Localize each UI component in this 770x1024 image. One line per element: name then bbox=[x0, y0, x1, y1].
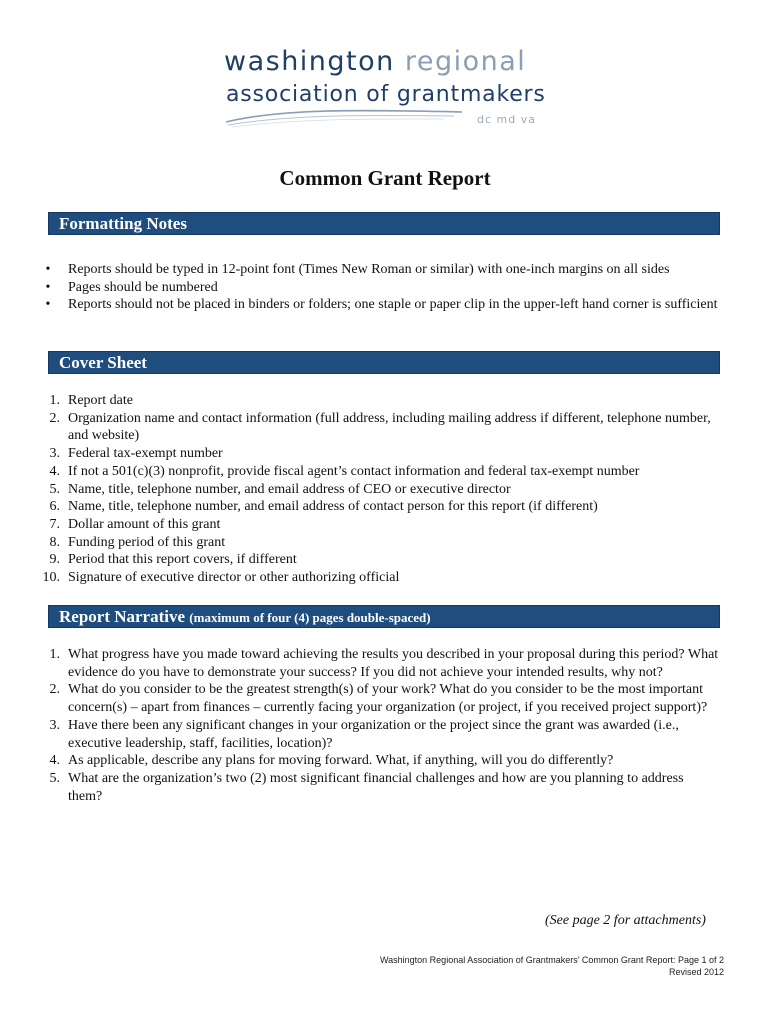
list-item: 10. Signature of executive director or other authorizing official bbox=[42, 570, 400, 586]
list-item: 6. Name, title, telephone number, and email address of contact person for this report (if different) bbox=[49, 499, 598, 515]
cover-sheet-list bbox=[40, 392, 720, 587]
list-item: 2. Organization name and contact information (full address, including mailing address if different, telephone number, and website) bbox=[49, 410, 711, 444]
list-item: 5. Name, title, telephone number, and email address of CEO or executive director bbox=[49, 481, 511, 497]
list-item: • Pages should be numbered bbox=[40, 279, 720, 297]
formatting-notes-heading: Formatting Notes bbox=[59, 214, 187, 233]
list-item: 2. What do you consider to be the greatest strength(s) of your work? What do you consider to be the most important concern(s) – apart from finances – currently facing your organization (or project, if you received project support)? bbox=[49, 682, 708, 716]
footer-line-1: Washington Regional Association of Grantmakers’ Common Grant Report: Page 1 of 2 bbox=[379, 955, 724, 965]
list-item: 3. Federal tax-exempt number bbox=[49, 446, 223, 462]
list-item: 3. Have there been any significant changes in your organization or the project since the grant was awarded (i.e., executive leadership, staff, facilities, location)? bbox=[49, 717, 679, 751]
report-narrative-banner bbox=[48, 605, 720, 628]
page-footer bbox=[380, 954, 724, 978]
page-title: Common Grant Report bbox=[279, 166, 491, 190]
formatting-notes-list bbox=[40, 261, 720, 314]
bullet-icon: • bbox=[45, 279, 51, 295]
bullet-icon: • bbox=[45, 297, 51, 313]
logo-word-washington: washington bbox=[224, 46, 395, 77]
wrag-logo bbox=[224, 46, 554, 146]
list-item: • Reports should be typed in 12-point font (Times New Roman or similar) with one-inch margins on all sides bbox=[40, 261, 720, 279]
list-item: 4. As applicable, describe any plans for moving forward. What, if anything, will you do differently? bbox=[49, 753, 614, 769]
list-item: 8. Funding period of this grant bbox=[49, 534, 226, 550]
list-item: 4. If not a 501(c)(3) nonprofit, provide fiscal agent’s contact information and federal tax-exempt number bbox=[49, 463, 640, 479]
report-narrative-list bbox=[40, 646, 720, 805]
footer-line-2: Revised 2012 bbox=[668, 967, 724, 977]
list-item: 1. Report date bbox=[49, 393, 133, 408]
logo-swoosh-icon bbox=[224, 106, 464, 128]
cover-sheet-heading: Cover Sheet bbox=[59, 353, 147, 372]
formatting-notes-banner bbox=[48, 212, 720, 235]
logo-line-1 bbox=[224, 46, 526, 77]
list-item: 1. What progress have you made toward achieving the results you described in your proposal during this period? What evidence do you have to demonstrate your success? If you did not achieve your intended results, why not? bbox=[49, 647, 719, 680]
report-narrative-heading: Report Narrative (maximum of four (4) pages double-spaced) bbox=[59, 607, 431, 626]
logo-word-regional: regional bbox=[404, 46, 527, 77]
list-item: 7. Dollar amount of this grant bbox=[49, 516, 221, 532]
see-page-2-note: (See page 2 for attachments) bbox=[545, 913, 706, 928]
list-item: • Reports should not be placed in binders or folders; one staple or paper clip in the upper-left hand corner is sufficient bbox=[40, 296, 720, 314]
logo-tagline: dc md va bbox=[477, 113, 536, 126]
list-item: 9. Period that this report covers, if different bbox=[49, 552, 297, 568]
list-item: 5. What are the organization’s two (2) most significant financial challenges and how are you planning to address them? bbox=[49, 770, 684, 804]
report-narrative-subheading: (maximum of four (4) pages double-spaced) bbox=[189, 610, 431, 625]
bullet-icon: • bbox=[45, 262, 51, 277]
logo-line-2: association of grantmakers bbox=[226, 82, 546, 107]
cover-sheet-banner bbox=[48, 351, 720, 374]
